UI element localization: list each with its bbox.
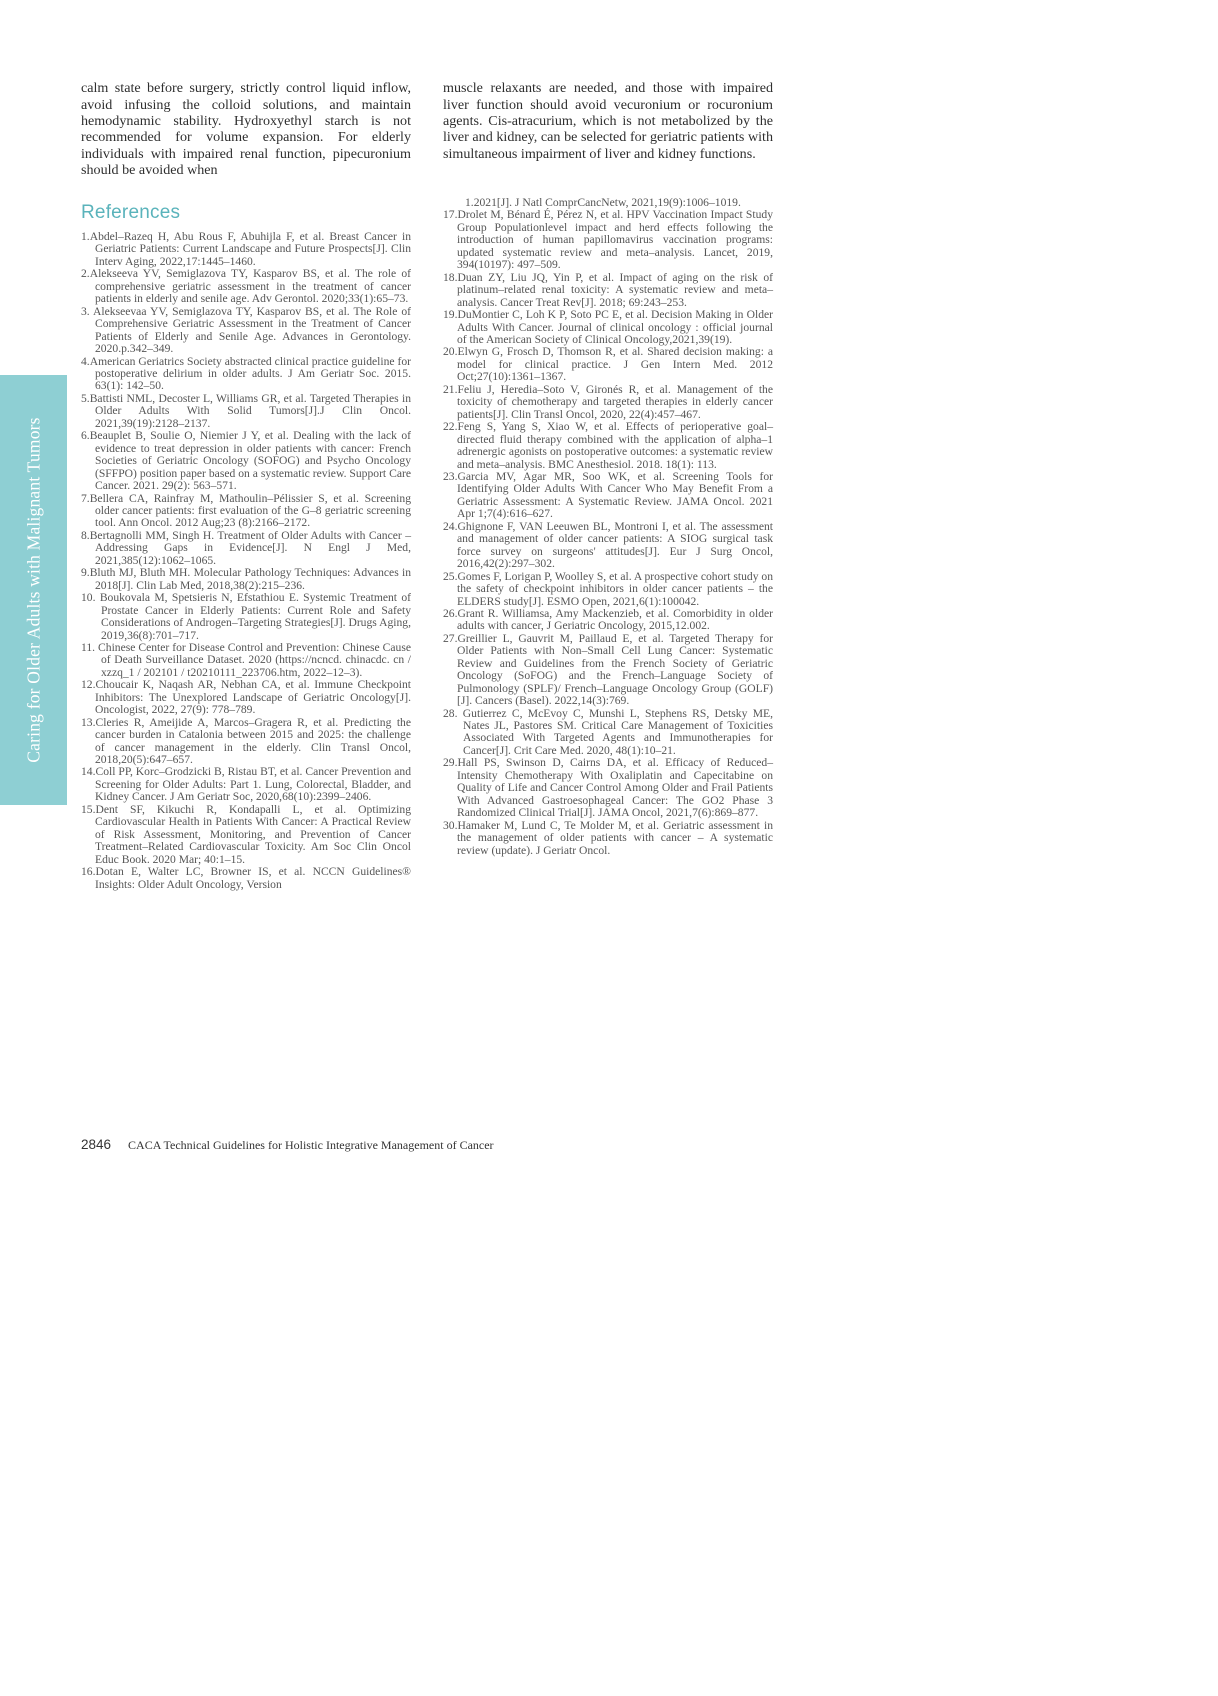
body-text-right: muscle relaxants are needed, and those with impaired liver function should avoid vecuronium or rocuronium agents. Cis-atracurium, which is not metabolized by the liver and kidney, can be selected for geriatric patients with simultaneous impairment of liver and kidney functions.: [443, 80, 773, 162]
reference-item: 3. Alekseevaa YV, Semiglazova TY, Kasparov BS, et al. The Role of Comprehensive Geriatric Assessment in the Treatment of Cancer Patients of Elderly and Senile Age. Advances in Gerontology. 2020.p.342–349.: [81, 304, 411, 356]
reference-item: 5.Battisti NML, Decoster L, Williams GR, et al. Targeted Therapies in Older Adults With Solid Tumors[J].J Clin Oncol. 2021,39(19):2128–2137.: [81, 391, 411, 430]
chapter-side-tab-label: Caring for Older Adults with Malignant Tumors: [23, 417, 43, 763]
reference-item: 2.Alekseeva YV, Semiglazova TY, Kasparov BS, et al. The role of comprehensive geriatric assessment in the treatment of cancer patients in elderly and senile age. Adv Gerontol. 2020;33(1):65–73.: [81, 267, 411, 306]
reference-item: 1.Abdel–Razeq H, Abu Rous F, Abuhijla F, et al. Breast Cancer in Geriatric Patients: Current Landscape and Future Prospects[J]. Clin Interv Aging, 2022,17:1445–1460.: [81, 230, 411, 268]
reference-item: 15.Dent SF, Kikuchi R, Kondapalli L, et al. Optimizing Cardiovascular Health in Patients With Cancer: A Practical Review of Risk Assessment, Monitoring, and Prevention of Cancer Treatment–Related Cardiovascular Toxicity. Am Soc Clin Oncol Educ Book. 2020 Mar; 40:1–15.: [81, 802, 411, 866]
reference-item: 20.Elwyn G, Frosch D, Thomson R, et al. Shared decision making: a model for clinical practice. J Gen Intern Med. 2012 Oct;27(10):1361–1367.: [443, 345, 773, 384]
references-list-left: [81, 231, 411, 891]
reference-item: 4.American Geriatrics Society abstracted clinical practice guideline for postoperative delirium in older adults. J Am Geriatr Soc. 2015. 63(1): 142–50.: [81, 354, 411, 393]
body-text-left: calm state before surgery, strictly control liquid inflow, avoid infusing the colloid solutions, and maintain hemodynamic stability. Hydroxyethyl starch is not recommended for volume expansion. For elderly individuals with impaired renal function, pipecuronium should be avoided when: [81, 80, 411, 179]
reference-item: 27.Greillier L, Gauvrit M, Paillaud E, et al. Targeted Therapy for Older Patients with Non–Small Cell Lung Cancer: Systematic Review and Guidelines from the French Society of Geriatric Oncology (SoFOG) and the French–Language Society of Pulmonology (SPLF)/ French–Language Oncology Group (GOLF) [J]. Cancers (Basel). 2022,14(3):769.: [443, 631, 773, 708]
reference-item: 29.Hall PS, Swinson D, Cairns DA, et al. Efficacy of Reduced–Intensity Chemotherapy With Oxaliplatin and Capecitabine on Quality of Life and Cancer Control Among Older and Frail Patients With Advanced Gastroesophageal Cancer: The GO2 Phase 3 Randomized Clinical Trial[J]. JAMA Oncol, 2021,7(6):869–877.: [443, 756, 773, 820]
reference-item: 24.Ghignone F, VAN Leeuwen BL, Montroni I, et al. The assessment and management of older cancer patients: A SIOG surgical task force survey on surgeons' attitudes[J]. Eur J Surg Oncol, 2016,42(2):297–302.: [443, 519, 773, 571]
reference-item: 13.Cleries R, Ameijide A, Marcos–Gragera R, et al. Predicting the cancer burden in Catalonia between 2015 and 2025: the challenge of cancer management in the elderly. Clin Transl Oncol, 2018,20(5):647–657.: [81, 715, 411, 767]
reference-item: 11. Chinese Center for Disease Control and Prevention: Chinese Cause of Death Surveillance Dataset. 2020 (https://ncncd. chinacdc. cn / xzzq_1 / 202101 / t20210111_223706.htm, 2022–12–3).: [81, 640, 411, 679]
reference-item: 25.Gomes F, Lorigan P, Woolley S, et al. A prospective cohort study on the safety of checkpoint inhibitors in older cancer patients – the ELDERS study[J]. ESMO Open, 2021,6(1):100042.: [443, 569, 773, 608]
reference-item: 22.Feng S, Yang S, Xiao W, et al. Effects of perioperative goal–directed fluid therapy combined with the application of alpha–1 adrenergic agonists on postoperative outcomes: a systematic review and meta–analysis. BMC Anesthesiol. 2018. 18(1): 113.: [443, 420, 773, 471]
reference-item: 8.Bertagnolli MM, Singh H. Treatment of Older Adults with Cancer – Addressing Gaps in Evidence[J]. N Engl J Med, 2021,385(12):1062–1065.: [81, 528, 411, 567]
reference-item: 21.Feliu J, Heredia–Soto V, Gironés R, et al. Management of the toxicity of chemotherapy and targeted therapies in elderly cancer patients[J]. Clin Transl Oncol, 2020, 22(4):457–467.: [443, 382, 773, 421]
references-list-right: [443, 209, 773, 857]
page-number: 2846: [81, 1137, 112, 1152]
reference-item: 19.DuMontier C, Loh K P, Soto PC E, et al. Decision Making in Older Adults With Cancer. Journal of clinical oncology : official journal of the American Society of Clinical Oncology,2021,39(19).: [443, 308, 773, 346]
reference-continuation: 1.2021[J]. J Natl ComprCancNetw, 2021,19(9):1006–1019.: [465, 196, 741, 209]
reference-item: 26.Grant R. Williamsa, Amy Mackenzieb, et al. Comorbidity in older adults with cancer, J Geriatric Oncology, 2015,12.002.: [443, 606, 773, 633]
reference-item: 6.Beauplet B, Soulie O, Niemier J Y, et al. Dealing with the lack of evidence to treat depression in older patients with cancer: French Societies of Geriatric Oncology (SOFOG) and Psycho Oncology (SFFPO) position paper based on a systematic review. Support Care Cancer. 2021. 29(2): 563–571.: [81, 429, 411, 493]
reference-item: 16.Dotan E, Walter LC, Browner IS, et al. NCCN Guidelines® Insights: Older Adult Oncology, Version: [81, 865, 411, 891]
reference-item: 23.Garcia MV, Agar MR, Soo WK, et al. Screening Tools for Identifying Older Adults With Cancer Who May Benefit From a Geriatric Assessment: A Systematic Review. JAMA Oncol. 2021 Apr 1;7(4):616–627.: [443, 469, 773, 521]
reference-item: 12.Choucair K, Naqash AR, Nebhan CA, et al. Immune Checkpoint Inhibitors: The Unexplored Landscape of Geriatric Oncology[J]. Oncologist, 2022, 27(9): 778–789.: [81, 678, 411, 717]
reference-item: 18.Duan ZY, Liu JQ, Yin P, et al. Impact of aging on the risk of platinum–related renal toxicity: A systematic review and meta–analysis. Cancer Treat Rev[J]. 2018; 69:243–253.: [443, 270, 773, 309]
page-footer: [81, 1137, 494, 1153]
footer-title: CACA Technical Guidelines for Holistic Integrative Management of Cancer: [128, 1138, 494, 1152]
reference-item: 7.Bellera CA, Rainfray M, Mathoulin–Pélissier S, et al. Screening older cancer patients: first evaluation of the G–8 geriatric screening tool. Ann Oncol. 2012 Aug;23 (8):2166–2172.: [81, 491, 411, 530]
reference-item: 30.Hamaker M, Lund C, Te Molder M, et al. Geriatric assessment in the management of older patients with cancer – A systematic review (update). J Geriatr Oncol.: [443, 818, 773, 857]
reference-item: 14.Coll PP, Korc–Grodzicki B, Ristau BT, et al. Cancer Prevention and Screening for Older Adults: Part 1. Lung, Colorectal, Bladder, and Kidney Cancer. J Am Geriatr Soc, 2020,68(10):2399–2406.: [81, 765, 411, 804]
reference-item: 28. Gutierrez C, McEvoy C, Munshi L, Stephens RS, Detsky ME, Nates JL, Pastores SM. Critical Care Management of Toxicities Associated With Targeted Agents and Immunotherapies for Cancer[J]. Crit Care Med. 2020, 48(1):10–21.: [443, 706, 773, 757]
references-list-right-wrapper: [443, 197, 773, 857]
reference-item: 17.Drolet M, Bénard É, Pérez N, et al. HPV Vaccination Impact Study Group Populationlevel impact and herd effects following the introduction of human papillomavirus vaccination programs: updated systematic review and meta–analysis. Lancet, 2019, 394(10197): 497–509.: [443, 208, 773, 272]
reference-item: 9.Bluth MJ, Bluth MH. Molecular Pathology Techniques: Advances in 2018[J]. Clin Lab Med, 2018,38(2):215–236.: [81, 566, 411, 592]
reference-item: 10. Boukovala M, Spetsieris N, Efstathiou E. Systemic Treatment of Prostate Cancer in Elderly Patients: Current Role and Safety Considerations of Androgen–Targeting Strategies[J]. Drugs Aging, 2019,36(8):701–717.: [81, 591, 411, 642]
chapter-side-tab: [0, 375, 67, 805]
references-heading: References: [81, 202, 181, 223]
